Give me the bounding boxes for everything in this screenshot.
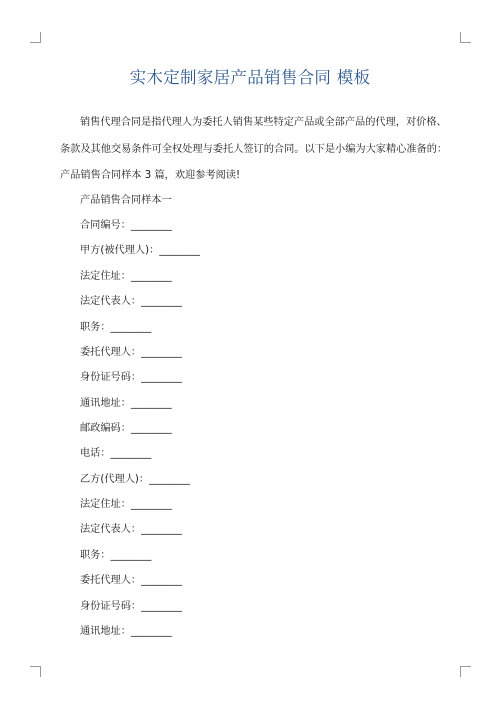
field-b-mailing-address: 通讯地址：________ (80, 626, 172, 637)
intro-line-3: 产品销售合同样本 3 篇，欢迎参考阅读! (60, 170, 241, 181)
field-a-position: 职务：________ (80, 322, 152, 333)
field-party-b: 乙方(代理人)：________ (80, 474, 190, 485)
document-title: 实木定制家居产品销售合同 模板 (129, 68, 371, 87)
field-a-legal-representative: 法定代表人：________ (80, 296, 182, 307)
field-b-position: 职务：________ (80, 550, 152, 561)
field-b-legal-representative: 法定代表人：________ (80, 524, 182, 535)
field-a-postal-code: 邮政编码：________ (80, 423, 172, 434)
field-a-phone: 电话：________ (80, 448, 152, 459)
sample-heading: 产品销售合同样本一 (80, 195, 172, 206)
field-b-id-number: 身份证号码：________ (80, 601, 182, 612)
intro-line-1: 销售代理合同是指代理人为委托人销售某些特定产品或全部产品的代理，对价格、 (80, 117, 447, 128)
crop-mark-bottom-right (460, 666, 471, 677)
field-a-authorized-agent: 委托代理人：________ (80, 347, 182, 358)
field-contract-number: 合同编号：________ (80, 220, 172, 231)
field-a-legal-address: 法定住址：________ (80, 271, 172, 282)
field-b-legal-address: 法定住址：________ (80, 499, 172, 510)
field-party-a: 甲方(被代理人)：________ (80, 245, 201, 256)
field-b-authorized-agent: 委托代理人：________ (80, 575, 182, 586)
intro-line-2: 条款及其他交易条件可全权处理与委托人签订的合同。以下是小编为大家精心准备的： (60, 144, 448, 155)
crop-mark-top-left (30, 32, 41, 43)
field-a-mailing-address: 通讯地址：________ (80, 398, 172, 409)
field-a-id-number: 身份证号码：________ (80, 372, 182, 383)
crop-mark-top-right (460, 32, 471, 43)
crop-mark-bottom-left (30, 666, 41, 677)
